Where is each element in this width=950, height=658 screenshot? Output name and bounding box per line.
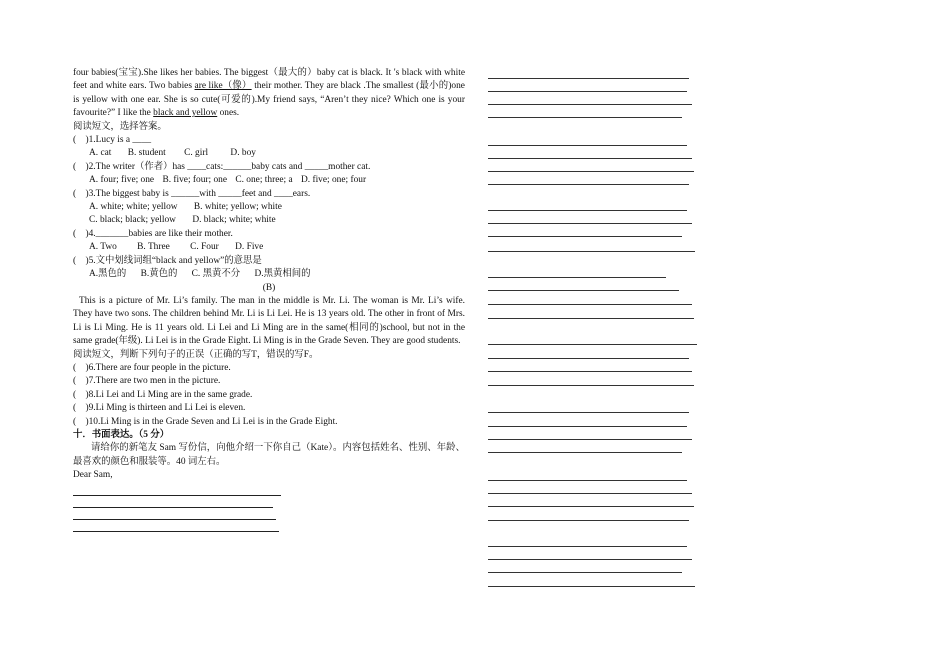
option: B. five; four; one (162, 175, 228, 186)
answer-line[interactable] (488, 223, 692, 224)
answer-line[interactable] (488, 145, 687, 146)
question-options (73, 147, 465, 160)
option: D. black; white; white (192, 215, 276, 226)
answer-line[interactable] (488, 104, 692, 105)
passage-a-text: their mother. They are black .The smallest (最小的)one is yellow with one ear. She is so cute(可爱的).My friend says, “Aren’t they nice? Which one is your favourite?” I like the (73, 81, 465, 119)
answer-line[interactable] (488, 452, 682, 453)
option: C. one; three; a (235, 175, 293, 186)
tf-question-6: ( )6.There are four people in the picture. (73, 362, 231, 373)
writing-line[interactable] (73, 508, 276, 520)
question-stem: ( )2.The writer（作者）has ____cats:______baby cats and _____mother cat. (73, 161, 371, 172)
answer-line[interactable] (488, 586, 695, 587)
question-3 (73, 188, 465, 228)
question-1 (73, 134, 465, 161)
tf-question-8: ( )8.Li Lei and Li Ming are in the same grade. (73, 389, 253, 400)
answer-line[interactable] (488, 385, 694, 386)
option: B.黄色的 (140, 269, 178, 280)
answer-line[interactable] (488, 506, 694, 507)
option: A. Two (89, 242, 117, 253)
passage-b-heading: (B) (262, 282, 276, 293)
option: D. five; one; four (300, 175, 367, 186)
section-a-instruction: 阅读短文，选择答案。 (73, 121, 167, 132)
writing-lines (73, 484, 465, 532)
answer-line[interactable] (488, 572, 682, 573)
answer-line[interactable] (488, 117, 682, 118)
answer-line[interactable] (488, 480, 687, 481)
question-options (73, 241, 465, 254)
writing-salutation: Dear Sam, (73, 470, 113, 481)
answer-line[interactable] (488, 171, 694, 172)
tf-question-9: ( )9.Li Ming is thirteen and Li Lei is eleven. (73, 403, 246, 414)
answer-line[interactable] (488, 493, 692, 494)
answer-line[interactable] (488, 371, 692, 372)
answer-line[interactable] (488, 158, 692, 159)
underlined-phrase: are like（像） (194, 81, 252, 92)
answer-line[interactable] (488, 559, 692, 560)
passage-a-text: ones. (217, 108, 240, 119)
passage-a (73, 67, 465, 121)
writing-heading: 十．书面表达。（5 分） (73, 429, 170, 440)
answer-line[interactable] (488, 546, 687, 547)
question-stem: ( )3.The biggest baby is ______with _____feet and ____ears. (73, 188, 311, 199)
option: B. white; yellow; white (193, 202, 282, 213)
answer-line[interactable] (488, 251, 695, 252)
question-4 (73, 228, 465, 255)
option: D.黑黄相间的 (254, 269, 311, 280)
option: C. girl (184, 148, 209, 159)
option: C. black; black; yellow (89, 215, 176, 226)
answer-line[interactable] (488, 412, 689, 413)
question-5 (73, 255, 465, 282)
answer-line[interactable] (488, 91, 687, 92)
option: A. white; white; yellow (89, 202, 178, 213)
question-options (73, 174, 465, 187)
answer-line[interactable] (488, 520, 689, 521)
option: C. 黑黄不分 (191, 269, 241, 280)
option: C. Four (190, 242, 219, 253)
passage-b: This is a picture of Mr. Li’s family. The man in the middle is Mr. Li. The woman is Mr. Li’s wife. They have two sons. The children behind Mr. Li is Li Lei. He is 13 years old. The other in front of Mrs. Li is Li Ming. He is 11 years old. Li Lei and Li Ming are in the same(相同的)school, but not in the same grade(年级). Li Lei is in the Grade Eight. Li Ming is in the Grade Seven. They are good students. (73, 295, 465, 347)
writing-line[interactable] (73, 520, 279, 532)
question-stem: ( )5.文中划线词组“black and yellow”的意思是 (73, 255, 262, 266)
answer-line[interactable] (488, 439, 692, 440)
option: A. cat (89, 148, 112, 159)
option: D. boy (230, 148, 256, 159)
writing-line[interactable] (73, 484, 281, 496)
answer-line[interactable] (488, 304, 692, 305)
answer-line[interactable] (488, 236, 682, 237)
answer-line[interactable] (488, 184, 689, 185)
question-stem: ( )1.Lucy is a ____ (73, 135, 152, 146)
section-b-instruction: 阅读短文，判断下列句子的正误（正确的写T，错误的写F。 (73, 349, 319, 360)
question-stem: ( )4._______babies are like their mother. (73, 228, 233, 239)
writing-line[interactable] (73, 496, 273, 508)
answer-line[interactable] (488, 277, 666, 278)
question-options (73, 214, 465, 227)
underlined-phrase: black and yellow (153, 108, 218, 119)
option: A. four; five; one (89, 175, 155, 186)
option: B. Three (137, 242, 170, 253)
answer-line[interactable] (488, 426, 687, 427)
writing-prompt: 请给你的新笔友 Sam 写份信，向他介绍一下你自己（Kate）。内容包括姓名、性别、年龄、最喜欢的颜色和服装等。40 词左右。 (73, 443, 465, 467)
tf-question-10: ( )10.Li Ming is in the Grade Seven and Li Lei is in the Grade Eight. (73, 416, 338, 427)
option: B. student (127, 148, 166, 159)
question-2 (73, 161, 465, 188)
answer-line[interactable] (488, 290, 679, 291)
answer-line[interactable] (488, 318, 694, 319)
left-column (73, 67, 465, 532)
question-options (73, 201, 465, 214)
answer-line[interactable] (488, 78, 689, 79)
answer-line[interactable] (488, 210, 687, 211)
answer-line[interactable] (488, 344, 697, 345)
option: A.黑色的 (89, 269, 127, 280)
tf-question-7: ( )7.There are two men in the picture. (73, 376, 221, 387)
question-options (73, 268, 465, 281)
passage-a-text: four babies(宝宝).She likes her babies. The biggest（最大的）baby cat is black. It 's black with white feet and white ears. Two babies (73, 68, 465, 92)
answer-line[interactable] (488, 358, 689, 359)
option: D. Five (235, 242, 264, 253)
